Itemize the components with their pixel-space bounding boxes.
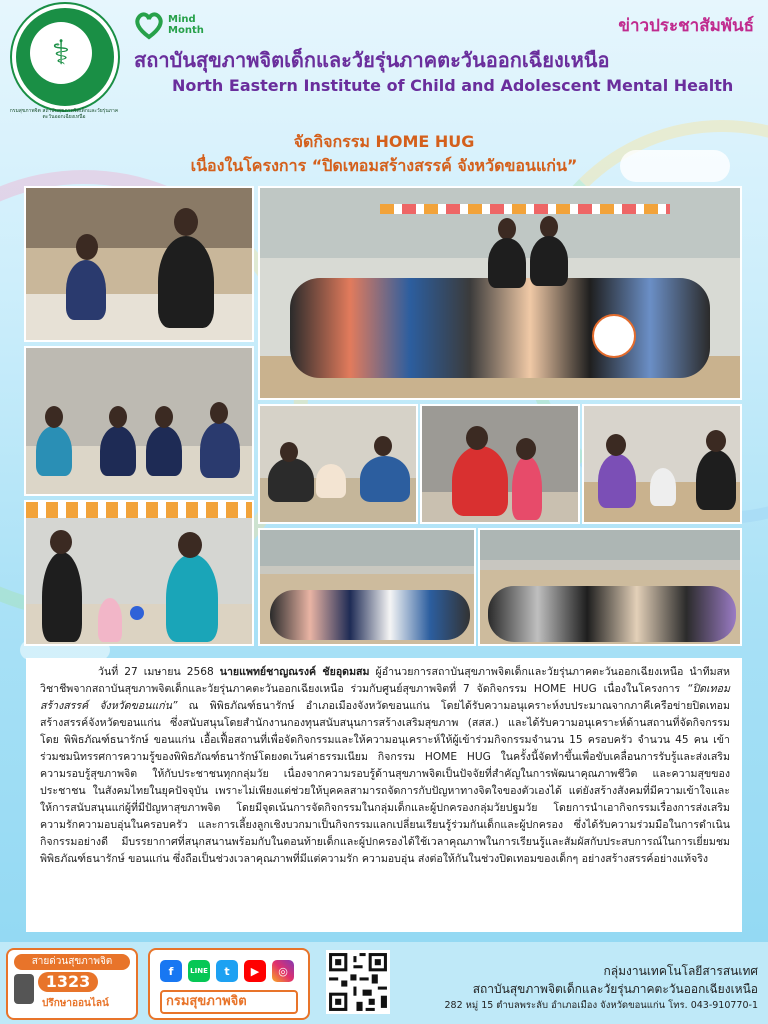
director-name: นายแพทย์ชาญณรงค์ ชัยอุดมสม (219, 666, 370, 678)
photo-circle-activity-1 (258, 528, 476, 646)
facebook-icon[interactable]: f (160, 960, 182, 982)
photo-circle-activity-2 (478, 528, 742, 646)
caduceus-icon: ⚕ (51, 33, 71, 73)
photo-two-people-seated (24, 186, 254, 342)
sss-sign (592, 314, 636, 358)
photo-parents-children (582, 404, 742, 524)
phone-icon (14, 974, 34, 1004)
footer-department: กลุ่มงานเทคโนโลยีสารสนเทศ (603, 964, 758, 978)
mind-month-line2: Month (168, 25, 204, 36)
activity-subtitle: เนื่องในโครงการ “ปิดเทอมสร้างสรรค์ จังหวัดขอนแก่น” (190, 156, 578, 175)
photo-staff-seated (24, 346, 254, 496)
department-logo-caption: กรมสุขภาพจิต สถาบันสุขภาพจิตเด็กและวัยรุ่นภาคตะวันออกเฉียงเหนือ (9, 108, 119, 120)
hotline-label: สายด่วนสุขภาพจิต (14, 954, 130, 970)
twitter-icon[interactable]: t (216, 960, 238, 982)
photo-group-banner (258, 186, 742, 400)
photo-child-hug (420, 404, 580, 524)
article-date: วันที่ 27 เมษายน 2568 (98, 666, 214, 678)
project-name: “ปิดเทอมสร้างสรรค์ จังหวัดขอนแก่น” (40, 683, 730, 712)
photo-ball-game (24, 500, 254, 646)
institute-name-thai: สถาบันสุขภาพจิตเด็กและวัยรุ่นภาคตะวันออกเฉียงเหนือ (134, 48, 610, 72)
article-text-part1: ผู้อำนวยการสถาบันสุขภาพจิตเด็กและวัยรุ่นภาคตะวันออกเฉียงเหนือ นำทีมสหวิชาชีพจากสถาบันสุขภาพจิตเด็กและวัยรุ่นภาคตะวันออกเฉียงเหนือ ร่วมกับศูนย์สุขภาพจิตที่ 7 จัดกิจกรรม HOME HUG เนื่องในโครงการ (40, 666, 730, 695)
line-icon[interactable]: LINE (188, 960, 210, 982)
article-body (26, 658, 742, 932)
activity-title: จัดกิจกรรม HOME HUG (293, 132, 475, 151)
hotline-badge[interactable] (6, 948, 138, 1020)
footer-address: 282 หมู่ 15 ตำบลพระลับ อำเภอเมือง จังหวัดขอนแก่น โทร. 043-910770-1 (444, 1000, 758, 1011)
qr-code[interactable] (326, 950, 390, 1014)
ball-icon (130, 606, 144, 620)
mind-month-logo (134, 10, 204, 40)
instagram-icon[interactable]: ◎ (272, 960, 294, 982)
heart-logo-icon (134, 10, 164, 40)
article-text-part2: ณ พิพิธภัณฑ์ธนารักษ์ อำเภอเมืองจังหวัดขอนแก่น โดยได้รับความอนุเคราะห์งบประมาณจากภาคีเครือข่ายปิดเทอมสร้างสรรค์จังหวัดขอนแก่น ซึ่งสนับสนุนโดยสำนักงานกองทุนสนับสนุนการสร้างเสริมสุขภาพ (สสส.) และได้รับความอนุเคราะห์ด้านสถานที่จัดกิจกรรมโดย พิพิธภัณฑ์ธนารักษ์ ขอนแก่น เอื้อเฟื้อสถานที่เพื่อจัดกิจกรรมและให้ความอนุเคราะห์ให้ผู้เข้าร่วมกิจกรรมจำนวน 15 ครอบครัว จำนวน 45 คน เข้าร่วมชมนิทรรศการความรู้ของพิพิธภัณฑ์ธนารักษ์โดยงดเว้นค่าธรรมเนียม กิจกรรม HOME HUG ในครั้งนี้จัดทำขึ้นเพื่อขับเคลื่อนการรับรู้และส่งเสริมความรอบรู้สุขภาพจิต ให้กับประชาชนทุกกลุ่มวัย เนื่องจากความรอบรู้ด้านสุขภาพจิตเป็นปัจจัยที่สำคัญในการพัฒนาคุณภาพชีวิต และความสุขของประชาชน ในสังคมไทยในยุคปัจจุบัน เพราะไม่เพียงแต่ช่วยให้บุคคลสามารถจัดการกับปัญหาทางจิตใจของตัวเองได้ แต่ยังสร้างสังคมที่มีความเข้าใจและให้การสนับสนุนแก่ผู้ที่มีปัญหาสุขภาพจิต โดยมีจุดเน้นการจัดกิจกรรมในกลุ่มเด็กและผู้ปกครองกลุ่มวัยปฐมวัย โดยการนำเอากิจกรรมเรื่องการส่งเสริมความรักความอบอุ่นในครอบครัว และการเลี้ยงลูกเชิงบวกมาเป็นกิจกรรมแลกเปลี่ยนเรียนรู้ร่วมกันเด็กและผู้ปกครอง ซึ่งได้รับความร่วมมือในการดำเนินกิจกรรมอย่างดี มีบรรยากาศที่สนุกสนานพร้อมกับในตอนท้ายเด็กและผู้ปกครองได้ใช้เวลาคุณภาพในการเรียนรู้และสัมผัสกับประสบการณ์ในการเยี่ยมชมพิพิธภัณฑ์ธนารักษ์ ขอนแก่น ซึ่งถือเป็นช่วงเวลาคุณภาพที่มีแต่ความรัก ความอบอุ่น ส่งต่อให้กันในช่วงปิดเทอมของเด็กๆ อย่างสร้างสรรค์อย่างแท้จริง (40, 700, 730, 865)
article-paragraph (40, 664, 730, 868)
hotline-online-label: ปรึกษาออนไลน์ (42, 998, 109, 1009)
dmh-label: กรมสุขภาพจิต (160, 990, 298, 1014)
news-tag: ข่าวประชาสัมพันธ์ (618, 16, 754, 36)
photo-family-session (258, 404, 418, 524)
footer-institute: สถาบันสุขภาพจิตเด็กและวัยรุ่นภาคตะวันออกเฉียงเหนือ (472, 982, 758, 996)
institute-name-english: North Eastern Institute of Child and Adolescent Mental Health (172, 76, 734, 95)
ministry-logo (12, 4, 118, 110)
hotline-number: 1323 (38, 972, 98, 992)
social-media-badge (148, 948, 310, 1020)
youtube-icon[interactable]: ▶ (244, 960, 266, 982)
mind-month-line1: Mind (168, 14, 196, 25)
